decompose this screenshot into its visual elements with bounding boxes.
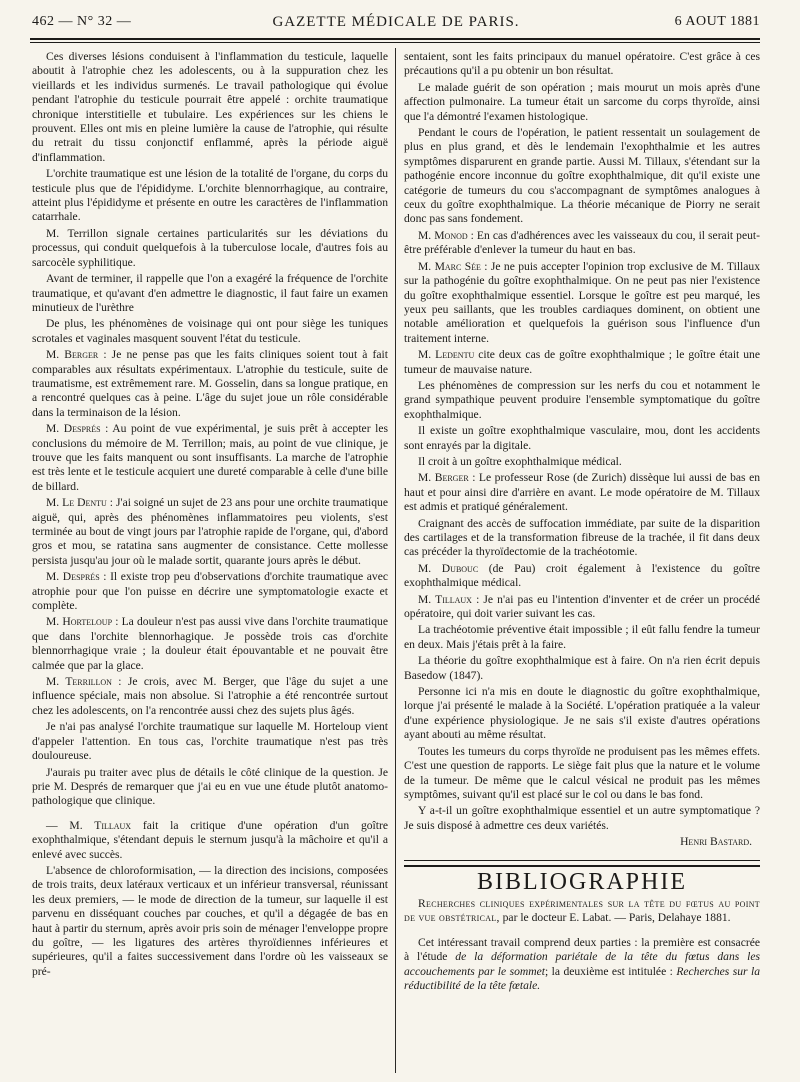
paragraph: Cet intéressant travail comprend deux parties : la première est consacrée à l'étude de la déformation pariétale de la tête du fœtus dans les accouchements par le sommet; la deuxième est intitulée : Recherches sur la réductibilité de la tête fœtale. bbox=[404, 935, 761, 992]
speaker-name: M. Tillaux bbox=[418, 592, 472, 606]
speaker-name: M. Horteloup bbox=[46, 615, 113, 629]
section-rule-thick bbox=[404, 865, 760, 867]
page-number: 462 — N° 32 — bbox=[32, 14, 132, 29]
bibliography-reference: Recherches cliniques expérimentales sur la tête du fœtus au point de vue obstétrical, par le docteur E. Labat. — Paris, Delahaye 1881. bbox=[404, 896, 760, 925]
speaker-name: — M. Tillaux bbox=[46, 818, 132, 832]
paragraph: M. Dubouc (de Pau) croit également à l'existence du goître exophthalmique médical. bbox=[404, 561, 760, 590]
paragraph: M. Le Dentu : J'ai soigné un sujet de 23 ans pour une orchite traumatique aiguë, qui, après des phénomènes inflammatoires peu violents, s'est terminée au bout de vingt jours par l'atrophie rapide de l'organe, qui, d'abord gros et mou, se ratatina sans augmenter de consistance. Cette mollesse persista jusqu'au jour où le malade sortit, quarante jours après le début. bbox=[32, 496, 388, 567]
paragraph: M. Terrillon : Je crois, avec M. Berger, que l'âge du sujet a une influence spéciale, mais non absolue. Si l'atrophie a été rencontrée surtout chez les adolescents, on l'a rencontrée aussi chez des sujets plus âgés. bbox=[32, 675, 388, 717]
issue-date: 6 AOUT 1881 bbox=[674, 14, 760, 29]
header-rule-thin bbox=[30, 42, 760, 43]
paragraph: M. Monod : En cas d'adhérences avec les vaisseaux du cou, il serait peut-être préférable d'enlever la tumeur du haut en bas. bbox=[404, 228, 760, 257]
journal-title: GAZETTE MÉDICALE DE PARIS. bbox=[272, 14, 520, 30]
paragraph: sentaient, sont les faits principaux du manuel opératoire. C'est grâce à ces précautions qu'il a pu obtenir un bon résultat. bbox=[404, 50, 760, 78]
paragraph: L'orchite traumatique est une lésion de la totalité de l'organe, du corps du testicule plus que de l'épididyme. L'orchite blennorrhagique, au contraire, atteint plus l'épididyme et présente en outre les caractères de l'inflammation catarrhale. bbox=[32, 167, 388, 224]
paragraph: L'absence de chloroformisation, — la direction des incisions, composées de trois traits, deux latéraux verticaux et un inférieur transversal, réunissant les deux premiers, — le mode de direction de la tumeur, sur laquelle il est parvenu en disséquant couches par couches, et qu'il a dégagée de bas en haut à partir du sternum, après avoir pris soin de ménager l'enveloppe propre du goître, — les ligatures des artères thyroïdiennes inférieures et supérieures, qu'il a faites successivement dans l'ordre où les vaisseaux se pré- bbox=[32, 863, 388, 978]
paragraph: La trachéotomie préventive était impossible ; il eût fallu fendre la tumeur en deux. Mais j'étais prêt à la faire. bbox=[404, 623, 760, 651]
paragraph: M. Ledentu cite deux cas de goître exophthalmique ; le goître était une tumeur de mauvaise nature. bbox=[404, 348, 760, 376]
paragraph: Je n'ai pas analysé l'orchite traumatique sur laquelle M. Horteloup vient d'appeler l'attention. En tous cas, l'orchite traumatique n'est pas très douloureuse. bbox=[32, 720, 388, 763]
paragraph: De plus, les phénomènes de voisinage qui ont pour siège les tuniques scrotales et vaginales masquent souvent l'état du testicule. bbox=[32, 317, 388, 345]
paragraph: Y a-t-il un goître exophthalmique essentiel et un autre symptomatique ? Je suis disposé à admettre ces deux variétés. bbox=[404, 804, 760, 832]
paragraph: Les phénomènes de compression sur les nerfs du cou et notamment le grand sympathique peuvent produire l'ensemble symptomatique du goître exophthalmique. bbox=[404, 378, 760, 421]
speaker-name: M. Després bbox=[46, 422, 101, 436]
paragraph: M. Berger : Je ne pense pas que les faits cliniques soient tout à fait comparables aux résultats expérimentaux. L'atrophie du testicule, suite de traumatisme, est extrêmement rare. M. Gosselin, dans sa longue pratique, en a rencontré quelques cas à peine. L'âge du sujet joue un rôle considérable dans la terminaison de la lésion. bbox=[32, 348, 388, 419]
speaker-name: M. Dubouc bbox=[418, 561, 479, 575]
spacer bbox=[32, 811, 388, 819]
page-header bbox=[32, 14, 760, 36]
paragraph: Craignant des accès de suffocation immédiate, par suite de la disparition des cartilages et de la transformation fibreuse de la trachée, il fit dans deux cas précéder la thyroïdectomie de la trachéotomie. bbox=[404, 516, 760, 559]
paragraph: J'aurais pu traiter avec plus de détails le côté clinique de la question. Je prie M. Després de remarquer que j'ai eu en vue une étude plutôt anatomo-pathologique que clinique. bbox=[32, 765, 388, 808]
paragraph: M. Tillaux : Je n'ai pas eu l'intention d'inventer et de créer un procédé opératoire, qui doit varier suivant les cas. bbox=[404, 592, 760, 621]
paragraph: M. Terrillon signale certaines particularités sur les déviations du processus, qui conduit quelquefois à la tuberculose locale, d'autres fois au sarcocèle syphilitique. bbox=[32, 226, 388, 269]
speaker-name: M. Després bbox=[46, 570, 100, 584]
section-title: BIBLIOGRAPHIE bbox=[477, 868, 687, 895]
header-rule bbox=[30, 38, 760, 40]
right-column bbox=[404, 50, 760, 995]
paragraph: M. Marc Sée : Je ne puis accepter l'opinion trop exclusive de M. Tillaux sur la pathogénie du goître exophthalmique. On ne peut pas nier l'existence du goître exophthalmique essentiel. Lorsque le goître est peu marqué, les yeux peu saillants, que les troubles cardiaques dominent, on obtient une notable amélioration et quelquefois la guérison sous l'influence d'un traitement interne. bbox=[404, 259, 760, 345]
paragraph: Il existe un goître exophthalmique vasculaire, mou, dont les accidents sont enrayés par la digitale. bbox=[404, 424, 760, 452]
section-rule bbox=[404, 860, 760, 861]
paragraph: Pendant le cours de l'opération, le patient ressentait un soulagement de plus en plus grand, et dès le lendemain l'exophthalmie et les autres symptômes disparurent en grande partie. Aussi M. Tillaux, s'étendant sur la pathogénie encore inconnue du goître exophthalmique, dit qu'il existe une catégorie de tumeurs du cou s'accompagnant de symptômes analogues à ceux du goître exophthalmique. La théorie mécanique de Piorry ne serait donc pas sans fondement. bbox=[404, 126, 760, 226]
paragraph: Avant de terminer, il rappelle que l'on a exagéré la fréquence de l'orchite traumatique, et qu'avant d'en admettre le diagnostic, il faut faire un examen minutieux de l'urèthre bbox=[32, 272, 388, 314]
author-signature: Henri Bastard. bbox=[680, 835, 752, 849]
speaker-name: M. Le Dentu bbox=[46, 496, 107, 510]
speaker-name: M. Ledentu bbox=[418, 348, 475, 362]
paragraph: Personne ici n'a mis en doute le diagnostic du goître exophthalmique, lorque j'ai présenté le malade à la Société. L'opération pratiquée a la valeur d'une expérience physiologique. Je ne sais s'il existe d'autres opérations ayant abouti au même résultat. bbox=[404, 685, 760, 742]
speaker-name: M. Marc Sée bbox=[418, 259, 481, 273]
paragraph: La théorie du goître exophthalmique est à faire. On n'a rien écrit depuis Basedow (1847). bbox=[404, 654, 760, 682]
paragraph: — M. Tillaux fait la critique d'une opération d'un goître exophthalmique, s'étendant depuis le sternum jusqu'à la mâchoire et qu'il a enlevé avec succès. bbox=[32, 818, 388, 861]
speaker-name: M. Monod bbox=[418, 228, 468, 242]
speaker-name: M. Berger bbox=[418, 471, 469, 485]
column-divider bbox=[395, 48, 396, 1073]
paragraph: M. Horteloup : La douleur n'est pas aussi vive dans l'orchite traumatique que dans l'orchite blennorhagique. Je possède trois cas d'orchite blennorrhagique vraie ; la douleur était épouvantable et ne pouvait être calmée que par la glace. bbox=[32, 615, 388, 672]
paragraph: Ces diverses lésions conduisent à l'inflammation du testicule, laquelle aboutit à l'atrophie chez les adolescents, ou à la suppuration chez les vieillards et les individus surmenés. Le travail pathologique qui évolue pendant l'atrophie du testicule pourrait être appelé : orchite traumatique chronique interstitielle et tubulaire. Les expériences sur les chiens le prouvent. Elles ont mis en pleine lumière la cause de l'atrophie, qui résulte du retrait du tissu conjonctif enflammé, après la période aiguë d'inflammation. bbox=[32, 50, 388, 164]
paragraph: Il croit à un goître exophthalmique médical. bbox=[418, 454, 622, 468]
speaker-name: M. Terrillon bbox=[46, 675, 112, 689]
paragraph: M. Berger : Le professeur Rose (de Zurich) dissèque lui aussi de bas en haut et pour ainsi dire d'arrière en avant. Le mode opératoire de M. Tillaux est admis et pratiqué généralement. bbox=[404, 471, 761, 514]
paragraph: Le malade guérit de son opération ; mais mourut un mois après d'une affection pulmonaire. La tumeur était un sarcome du corps thyroïde, ainsi que l'a démontré l'examen histologique. bbox=[404, 80, 760, 123]
left-column bbox=[32, 50, 388, 981]
paragraph: M. Després : Il existe trop peu d'observations d'orchite traumatique avec atrophie pour que l'on puisse en décrire une symptomatologie exacte et complète. bbox=[32, 570, 388, 613]
paragraph: M. Després : Au point de vue expérimental, je suis prêt à accepter les conclusions du mémoire de M. Terrillon; mais, au point de vue clinique, je trouve que les faits manquent ou sont insuffisants. La marche de l'atrophie est très lente et le testicule acquiert une dureté comparable à celle d'une bille de billard. bbox=[32, 422, 388, 493]
paragraph: Toutes les tumeurs du corps thyroïde ne produisent pas les mêmes effets. C'est une question de rapports. Le siège fait plus que la nature et le volume de la tumeur. De même que le calcul vésical ne produit pas les mêmes symptômes, suivant qu'il est placé sur le col ou dans le bas fond. bbox=[404, 744, 760, 801]
spacer bbox=[404, 928, 760, 936]
speaker-name: M. Berger bbox=[46, 348, 99, 362]
